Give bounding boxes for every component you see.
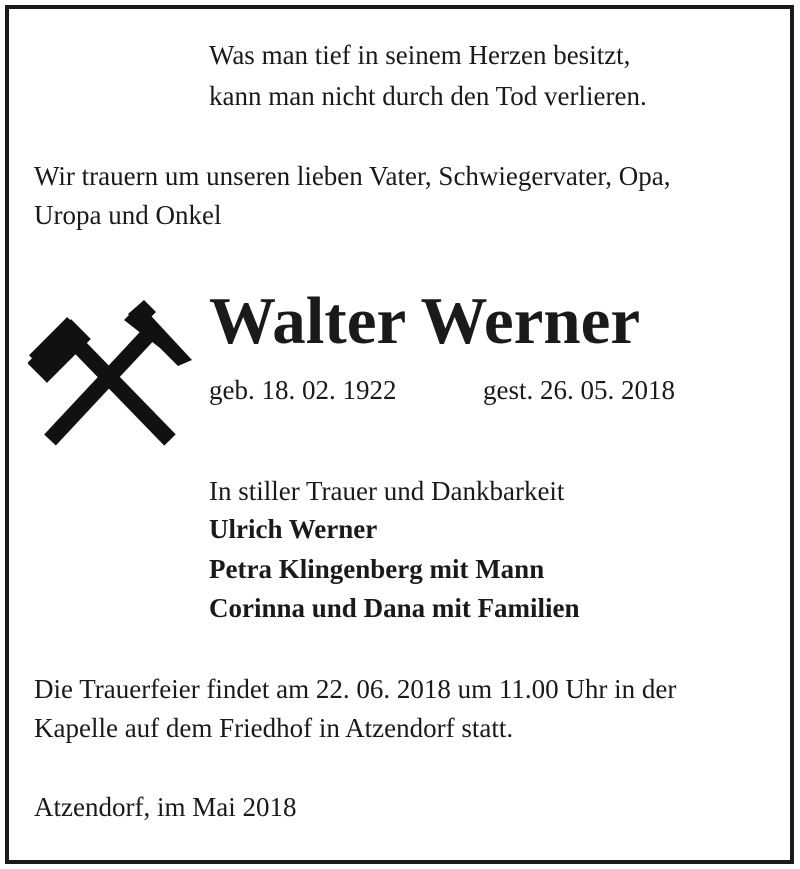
place-and-date: Atzendorf, im Mai 2018 bbox=[34, 792, 297, 822]
deceased-name: Walter Werner bbox=[209, 284, 641, 358]
birth-date: geb. 18. 02. 1922 bbox=[209, 375, 397, 405]
mourner-name: Petra Klingenberg mit Mann bbox=[209, 554, 545, 584]
motto-line-2: kann man nicht durch den Tod verlieren. bbox=[209, 81, 647, 111]
service-line-1: Die Trauerfeier findet am 22. 06. 2018 um 11.00 Uhr in der bbox=[34, 674, 677, 704]
mourner-name: Ulrich Werner bbox=[209, 514, 378, 544]
intro-line-1: Wir trauern um unseren lieben Vater, Schwiegervater, Opa, bbox=[34, 161, 671, 191]
motto-line-1: Was man tief in seinem Herzen besitzt, bbox=[209, 40, 631, 70]
intro-line-2: Uropa und Onkel bbox=[34, 200, 222, 230]
hammer-and-pick-icon bbox=[28, 300, 194, 448]
mourner-name: Corinna und Dana mit Familien bbox=[209, 593, 580, 623]
mourners-heading: In stiller Trauer und Dankbarkeit bbox=[209, 476, 565, 506]
death-date: gest. 26. 05. 2018 bbox=[483, 375, 675, 405]
service-line-2: Kapelle auf dem Friedhof in Atzendorf statt. bbox=[34, 713, 514, 743]
